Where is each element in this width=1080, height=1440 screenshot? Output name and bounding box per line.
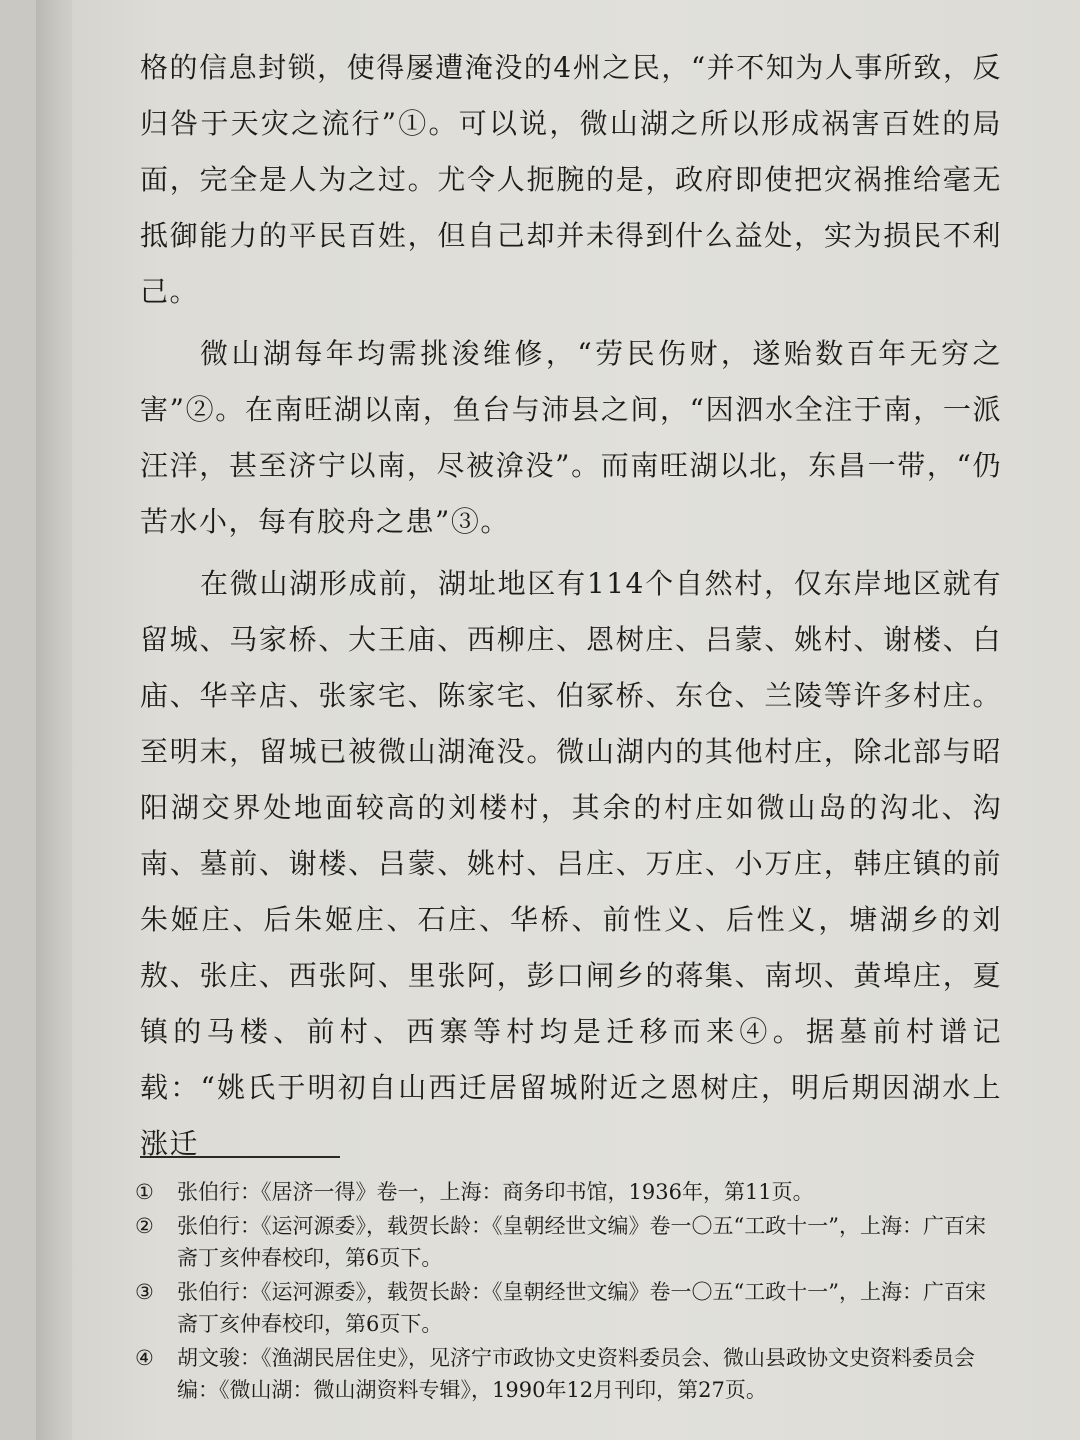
footnote-marker: ① xyxy=(135,1180,154,1204)
footnote-marker: ② xyxy=(135,1214,154,1238)
footnotes xyxy=(135,1176,1005,1408)
footnote-marker: ④ xyxy=(135,1346,154,1370)
paragraph-3: 在微山湖形成前，湖址地区有114个自然村，仅东岸地区就有留城、马家桥、大王庙、西柳庄、恩树庄、吕蒙、姚村、谢楼、白庙、华辛店、张家宅、陈家宅、伯冢桥、东仓、兰陵等许多村庄。至明末，留城已被微山湖淹没。微山湖内的其他村庄，除北部与昭阳湖交界处地面较高的刘楼村，其余的村庄如微山岛的沟北、沟南、墓前、谢楼、吕蒙、姚村、吕庄、万庄、小万庄，韩庄镇的前朱姬庄、后朱姬庄、石庄、华桥、前性义、后性义，塘湖乡的刘敖、张庄、西张阿、里张阿，彭口闸乡的蒋集、南坝、黄埠庄，夏镇的马楼、前村、西寨等村均是迁移而来④。据墓前村谱记载：“姚氏于明初自山西迁居留城附近之恩树庄，明后期因湖水上涨迁 xyxy=(140,567,1002,1160)
footnote-text: 胡文骏：《渔湖民居住史》，见济宁市政协文史资料委员会、微山县政协文史资料委员会编：《微山湖：微山湖资料专辑》，1990年12月刊印，第27页。 xyxy=(177,1346,975,1402)
paragraph-1: 格的信息封锁，使得屡遭淹没的4州之民，“并不知为人事所致，反归咎于天灾之流行”①。可以说，微山湖之所以形成祸害百姓的局面，完全是人为之过。尤令人扼腕的是，政府即使把灾祸推给毫无抵御能力的平民百姓，但自己却并未得到什么益处，实为损民不利己。 xyxy=(140,51,1002,308)
footnote-3 xyxy=(135,1276,1005,1340)
footnote-text: 张伯行：《运河源委》，载贺长龄：《皇朝经世文编》卷一〇五“工政十一”，上海：广百宋斋丁亥仲春校印，第6页下。 xyxy=(177,1214,986,1270)
footnote-separator xyxy=(140,1156,340,1158)
footnote-1 xyxy=(135,1176,1005,1208)
footnote-2 xyxy=(135,1210,1005,1274)
footnote-marker: ③ xyxy=(135,1280,154,1304)
footnote-text: 张伯行：《运河源委》，载贺长龄：《皇朝经世文编》卷一〇五“工政十一”，上海：广百宋斋丁亥仲春校印，第6页下。 xyxy=(177,1280,986,1336)
page-gutter-shadow xyxy=(36,0,72,1440)
footnote-4 xyxy=(135,1342,1005,1406)
body-text xyxy=(140,40,1002,1172)
paragraph-2: 微山湖每年均需挑浚维修，“劳民伤财，遂贻数百年无穷之害”②。在南旺湖以南，鱼台与沛县之间，“因泗水全注于南，一派汪洋，甚至济宁以南，尽被渰没”。而南旺湖以北，东昌一带，“仍苦水小，每有胶舟之患”③。 xyxy=(140,337,1002,538)
footnote-text: 张伯行：《居济一得》卷一，上海：商务印书馆，1936年，第11页。 xyxy=(177,1180,814,1204)
